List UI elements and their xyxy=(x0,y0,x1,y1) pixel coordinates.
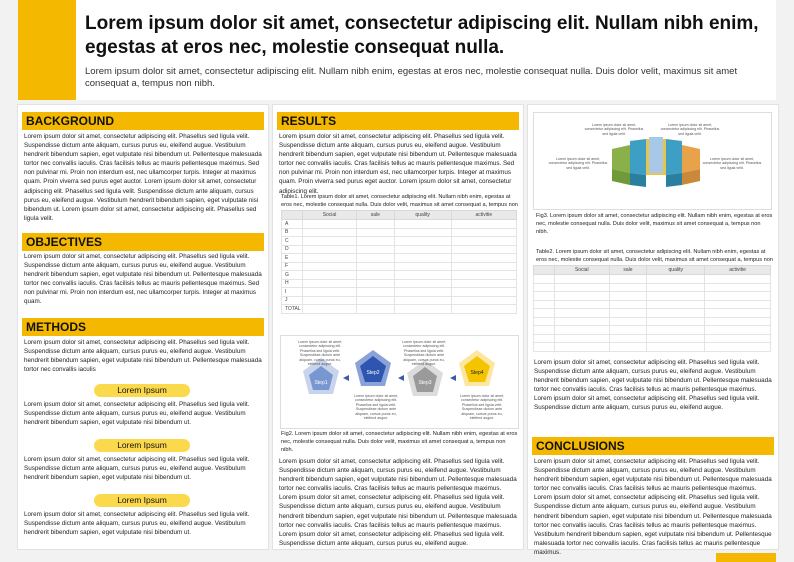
table-row xyxy=(282,288,517,297)
figure-note: Lorem ipsum dolor sit amet, consectetur adipiscing elit. Phasellus sed ligula velit. xyxy=(548,157,608,170)
table-row xyxy=(282,279,517,288)
results-table-1 xyxy=(281,210,517,314)
table-cell xyxy=(303,305,357,314)
table-header-cell: quality xyxy=(394,211,451,220)
table-header-cell: Social xyxy=(303,211,357,220)
table-cell xyxy=(357,245,395,254)
table-cell xyxy=(705,283,771,292)
figure-3-diagram xyxy=(533,112,772,210)
figure-note: Lorem ipsum dolor sit amet, consectetur adipiscing elit. Phasellus sed ligula velit. Suspendisse dictum ante aliquam, cursus purus eu, eleifend augue. xyxy=(459,394,505,421)
table-cell xyxy=(303,262,357,271)
table-cell xyxy=(357,279,395,288)
background-heading: BACKGROUND xyxy=(22,112,264,130)
table-cell xyxy=(451,237,516,246)
row-label: C xyxy=(282,237,303,246)
table-cell xyxy=(609,300,647,309)
table-cell xyxy=(609,309,647,318)
table-header-cell: activitie xyxy=(451,211,516,220)
table-cell xyxy=(357,237,395,246)
row-label: TOTAL xyxy=(282,305,303,314)
table-header-cell: activitie xyxy=(705,266,771,275)
table-row xyxy=(534,334,771,343)
table-cell xyxy=(451,245,516,254)
table-cell xyxy=(534,275,555,284)
table-cell xyxy=(394,237,451,246)
figure-note: Lorem ipsum dolor sit amet, consectetur adipiscing elit. Phasellus sed ligula velit. xyxy=(584,123,644,136)
table-cell xyxy=(534,343,555,352)
table-row xyxy=(282,228,517,237)
table-cell xyxy=(555,334,610,343)
table-cell xyxy=(647,309,705,318)
table-cell xyxy=(555,275,610,284)
table-cell xyxy=(357,296,395,305)
table-cell xyxy=(394,305,451,314)
table-cell xyxy=(394,279,451,288)
table-cell xyxy=(609,292,647,301)
table-cell xyxy=(303,271,357,280)
table-cell xyxy=(394,271,451,280)
fig3-blue-block-left xyxy=(630,139,646,175)
header-accent-bar xyxy=(18,0,76,100)
table-header-cell xyxy=(534,266,555,275)
conclusions-text: Lorem ipsum dolor sit amet, consectetur adipiscing elit. Phasellus sed ligula velit. Suspendisse dictum ante aliquam, cursus purus eu, eleifend augue. Vestibulum hendrerit bibendum sapien, eget vulputate nisi bibendum ut. Pellentesque malesuada tortor nec convallis iaculis. Cras facilisis tellus ac mauris pellentesque maximus. Lorem ipsum dolor sit amet, consectetur adipiscing elit. Phasellus sed ligula velit. Suspendisse dictum ante aliquam, cursus purus eu, eleifend augue. Vestibulum hendrerit bibendum sapien, eget vulputate nisi bibendum ut. Pellentesque malesuada tortor nec convallis iaculis. Cras facilisis tellus ac mauris pellentesque maximus. Vestibulum hendrerit bibendum sapien, eget vulputate nisi bibendum ut. Pellentesque malesuada tortor nec convallis iaculis. Cras facilisis tellus ac mauris pellentesque maximus. xyxy=(534,458,772,556)
table-cell xyxy=(451,262,516,271)
table-cell xyxy=(705,334,771,343)
table-cell xyxy=(647,283,705,292)
table-cell xyxy=(534,292,555,301)
table-cell xyxy=(534,317,555,326)
table-cell xyxy=(303,220,357,229)
fig3-center-column xyxy=(649,137,663,173)
methods-intro: Lorem ipsum dolor sit amet, consectetur adipiscing elit. Phasellus sed ligula velit. Suspendisse dictum ante aliquam, cursus purus eu, eleifend augue. Vestibulum hendrerit bibendum sapien, eget vulputate nisi bibendum ut. Pellentesque malesuada tortor nec convallis iaculis xyxy=(24,339,262,374)
results-text: Lorem ipsum dolor sit amet, consectetur adipiscing elit. Phasellus sed ligula velit. Suspendisse dictum ante aliquam, cursus purus eu, eleifend augue. Vestibulum hendrerit bibendum sapien, eget vulputate nisi bibendum ut. Pellentesque malesuada tortor nec convallis iaculis. Cras facilisis tellus ac mauris pellentesque maximus. Sed non pulvinar mi. Proin non interdum est, nec ullamcorper turpis. Integer at maximus quam. Proin viverra sed purus eget auctor. Lorem ipsum dolor sit amet, consectetur adipiscing elit. xyxy=(279,133,517,195)
table-cell xyxy=(451,254,516,263)
table-cell xyxy=(394,296,451,305)
arrow-3-icon xyxy=(450,375,456,381)
table-cell xyxy=(705,300,771,309)
table-cell xyxy=(609,275,647,284)
table-row xyxy=(282,220,517,229)
table-cell xyxy=(534,334,555,343)
table-cell xyxy=(555,292,610,301)
table2-caption: Table2. Lorem ipsum dolor sit amet, consectetur adipiscing elit. Nullam nibh enim, egestas at eros nec, molestie consequat nulla. Duis dolor velit, maximus sit amet consequat a, tempus non xyxy=(536,249,773,263)
table-cell xyxy=(357,271,395,280)
table-row xyxy=(282,262,517,271)
figure-2-process-diagram xyxy=(280,335,519,429)
table-cell xyxy=(303,279,357,288)
table-cell xyxy=(534,309,555,318)
table-cell xyxy=(555,326,610,335)
table-header-cell: Social xyxy=(555,266,610,275)
fig3-right-orange-block xyxy=(682,145,700,173)
table-row xyxy=(534,275,771,284)
method-pill-3: Lorem Ipsum xyxy=(94,494,190,507)
table-cell xyxy=(647,317,705,326)
table-cell xyxy=(357,220,395,229)
table-cell xyxy=(534,300,555,309)
table-cell xyxy=(647,326,705,335)
row-label: E xyxy=(282,254,303,263)
table-cell xyxy=(303,237,357,246)
table-header-cell: quality xyxy=(647,266,705,275)
table-cell xyxy=(534,283,555,292)
method-pill-2: Lorem Ipsum xyxy=(94,439,190,452)
table-cell xyxy=(357,254,395,263)
table-cell xyxy=(451,305,516,314)
results-table-2 xyxy=(533,265,771,352)
step3-label: Step3 xyxy=(418,380,432,386)
table-cell xyxy=(357,262,395,271)
footer-accent-block xyxy=(716,553,776,562)
methods-heading: METHODS xyxy=(22,318,264,336)
table-row xyxy=(534,300,771,309)
table-cell xyxy=(451,279,516,288)
row-label: D xyxy=(282,245,303,254)
table-cell xyxy=(705,292,771,301)
table-cell xyxy=(534,326,555,335)
table-cell xyxy=(394,228,451,237)
row-label: G xyxy=(282,271,303,280)
table-row xyxy=(282,237,517,246)
table-cell xyxy=(705,343,771,352)
step4-label: Step4 xyxy=(470,370,484,376)
objectives-heading: OBJECTIVES xyxy=(22,233,264,251)
table-header-cell xyxy=(282,211,303,220)
table-cell xyxy=(394,262,451,271)
table-cell xyxy=(555,343,610,352)
results-heading: RESULTS xyxy=(277,112,519,130)
table-cell xyxy=(705,275,771,284)
right-text: Lorem ipsum dolor sit amet, consectetur adipiscing elit. Phasellus sed ligula velit. Suspendisse dictum ante aliquam, cursus purus eu, eleifend augue. Vestibulum hendrerit bibendum sapien, eget vulputate nisi bibendum ut. Pellentesque malesuada tortor nec convallis iaculis. Cras facilisis tellus ac mauris pellentesque maximus. Lorem ipsum dolor sit amet, consectetur adipiscing elit. Phasellus sed ligula velit. Suspendisse dictum ante aliquam, cursus purus eu, eleifend augue. xyxy=(534,359,772,412)
table-cell xyxy=(555,300,610,309)
table-row xyxy=(534,309,771,318)
table-cell xyxy=(394,220,451,229)
table-row xyxy=(282,254,517,263)
table-cell xyxy=(555,309,610,318)
table-cell xyxy=(705,317,771,326)
table-cell xyxy=(357,288,395,297)
table-cell xyxy=(451,228,516,237)
table-header-cell: sale xyxy=(609,266,647,275)
fig3-left-green-block xyxy=(612,145,630,173)
table-cell xyxy=(705,326,771,335)
middle-column xyxy=(272,104,524,550)
table-cell xyxy=(303,245,357,254)
table-cell xyxy=(609,283,647,292)
table-cell xyxy=(394,254,451,263)
table-cell xyxy=(647,334,705,343)
arrow-2-icon xyxy=(398,375,404,381)
table-cell xyxy=(609,334,647,343)
row-label: J xyxy=(282,296,303,305)
figure-note: Lorem ipsum dolor sit amet, consectetur adipiscing elit. Phasellus sed ligula velit. Suspendisse dictum ante aliquam, cursus purus eu, eleifend augue. xyxy=(297,340,343,367)
arrow-1-icon xyxy=(343,375,349,381)
row-label: A xyxy=(282,220,303,229)
figure-note: Lorem ipsum dolor sit amet, consectetur adipiscing elit. Phasellus sed ligula velit. xyxy=(660,123,720,136)
table-cell xyxy=(647,292,705,301)
row-label: F xyxy=(282,262,303,271)
table-row xyxy=(282,296,517,305)
table-cell xyxy=(555,317,610,326)
table-cell xyxy=(303,228,357,237)
fig2-caption: Fig2. Lorem ipsum dolor sit amet, consectetur adipiscing elit. Nullam nibh enim, egestas at eros nec, molestie consequat nulla. Duis dolor velit, maximus sit amet consequat a, tempus non nibh. xyxy=(281,431,518,453)
table-cell xyxy=(303,288,357,297)
left-column xyxy=(17,104,269,550)
background-text: Lorem ipsum dolor sit amet, consectetur adipiscing elit. Phasellus sed ligula velit. Suspendisse dictum ante aliquam, cursus purus eu, eleifend augue. Vestibulum hendrerit bibendum sapien, eget vulputate nisi bibendum ut. Pellentesque malesuada tortor nec convallis iaculis. Cras facilisis tellus ac mauris pellentesque maximus. Sed non pulvinar mi. Proin non interdum est, nec ullamcorper turpis. Integer at maximus quam. Proin viverra sed purus eget auctor. Lorem ipsum dolor sit amet, consectetur adipiscing elit. Phasellus sed ligula velit. Suspendisse dictum ante aliquam, cursus purus eu, eleifend augue. Vestibulum hendrerit bibendum sapien, eget vulputate nisi bibendum ut. Lorem ipsum dolor sit amet, consectetur adipiscing elit. Phasellus sed ligula velit. xyxy=(24,133,262,222)
table-cell xyxy=(451,271,516,280)
method-pill-1: Lorem Ipsum xyxy=(94,384,190,397)
row-label: B xyxy=(282,228,303,237)
table-cell xyxy=(609,317,647,326)
fig3-blue-base-right xyxy=(666,173,682,187)
table-header-cell: sale xyxy=(357,211,395,220)
fig3-blue-block-right xyxy=(666,139,682,175)
table-cell xyxy=(451,296,516,305)
poster-subtitle: Lorem ipsum dolor sit amet, consectetur adipiscing elit. Nullam nibh enim, egestas at eros nec, molestie consequat nulla. Duis dolor velit, maximus sit amet consequat a, tempus non nibh. xyxy=(85,66,738,89)
results-text-2: Lorem ipsum dolor sit amet, consectetur adipiscing elit. Phasellus sed ligula velit. Suspendisse dictum ante aliquam, cursus purus eu, eleifend augue. Vestibulum hendrerit bibendum sapien, eget vulputate nisi bibendum ut. Pellentesque malesuada tortor nec convallis iaculis. Cras facilisis tellus ac mauris pellentesque maximus. Lorem ipsum dolor sit amet, consectetur adipiscing elit. Phasellus sed ligula velit. Suspendisse dictum ante aliquam, cursus purus eu, eleifend augue. Vestibulum hendrerit bibendum sapien, eget vulputate nisi bibendum ut. Pellentesque malesuada tortor nec convallis iaculis. Cras facilisis tellus ac mauris pellentesque maximus. Lorem ipsum dolor sit amet, consectetur adipiscing elit. Phasellus sed ligula velit. Suspendisse dictum ante aliquam, cursus purus eu, eleifend augue. xyxy=(279,458,517,547)
table-cell xyxy=(555,283,610,292)
table-cell xyxy=(303,254,357,263)
table-cell xyxy=(451,220,516,229)
fig3-caption: Fig3. Lorem ipsum dolor sit amet, consectetur adipiscing elit. Nullam nibh enim, egestas at eros nec, molestie consequat nulla. Duis dolor velit, maximus sit amet consequat a, tempus non nibh. xyxy=(536,213,773,235)
table-cell xyxy=(394,288,451,297)
table-cell xyxy=(394,245,451,254)
table-cell xyxy=(357,228,395,237)
table-cell xyxy=(609,343,647,352)
table-cell xyxy=(451,288,516,297)
table-row xyxy=(534,317,771,326)
method-text-1: Lorem ipsum dolor sit amet, consectetur adipiscing elit. Phasellus sed ligula velit. Suspendisse dictum ante aliquam, cursus purus eu, eleifend augue. Vestibulum hendrerit bibendum sapien, eget vulputate nisi bibendum ut. xyxy=(24,401,250,427)
table-row xyxy=(534,283,771,292)
table1-caption: Table1. Lorem ipsum dolor sit amet, consectetur adipiscing elit. Nullam nibh enim, egestas at eros nec, molestie consequat nulla. Duis dolor velit, maximus sit amet consequat a, tempus non xyxy=(281,194,518,208)
table-cell xyxy=(647,343,705,352)
step1-label: Step1 xyxy=(314,380,328,386)
figure-note: Lorem ipsum dolor sit amet, consectetur adipiscing elit. Phasellus sed ligula velit. xyxy=(702,157,762,170)
table-row xyxy=(282,271,517,280)
table-row xyxy=(282,245,517,254)
step2-label: Step2 xyxy=(366,370,380,376)
table-cell xyxy=(647,275,705,284)
method-text-3: Lorem ipsum dolor sit amet, consectetur adipiscing elit. Phasellus sed ligula velit. Suspendisse dictum ante aliquam, cursus purus eu, eleifend augue. Vestibulum hendrerit bibendum sapien, eget vulputate nisi bibendum ut. xyxy=(24,511,250,537)
figure-note: Lorem ipsum dolor sit amet, consectetur adipiscing elit. Phasellus sed ligula velit. Suspendisse dictum ante aliquam, cursus purus eu, eleifend augue. xyxy=(401,340,447,367)
table-cell xyxy=(705,309,771,318)
row-label: I xyxy=(282,288,303,297)
row-label: H xyxy=(282,279,303,288)
table-row xyxy=(282,305,517,314)
table-cell xyxy=(647,300,705,309)
table-row xyxy=(534,292,771,301)
table-cell xyxy=(609,326,647,335)
fig3-blue-base-left xyxy=(630,173,646,187)
table-row xyxy=(534,343,771,352)
right-column xyxy=(527,104,779,556)
table-cell xyxy=(303,296,357,305)
figure-note: Lorem ipsum dolor sit amet, consectetur adipiscing elit. Phasellus sed ligula velit. Suspendisse dictum ante aliquam, cursus purus eu, eleifend augue. xyxy=(353,394,399,421)
table-row xyxy=(534,326,771,335)
table-cell xyxy=(357,305,395,314)
objectives-text: Lorem ipsum dolor sit amet, consectetur adipiscing elit. Phasellus sed ligula velit. Suspendisse dictum ante aliquam, cursus purus eu, eleifend augue. Vestibulum hendrerit bibendum sapien, eget vulputate nisi bibendum ut. Pellentesque malesuada tortor nec convallis iaculis. Cras facilisis tellus ac mauris pellentesque maximus. Sed non pulvinar mi. Proin non interdum est, nec ullamcorper turpis. Integer at maximus quam. xyxy=(24,253,262,306)
conclusions-heading: CONCLUSIONS xyxy=(532,437,774,455)
poster-title: Lorem ipsum dolor sit amet, consectetur adipiscing elit. Nullam nibh enim, egestas at eros nec, molestie consequat nulla. xyxy=(85,13,759,58)
method-text-2: Lorem ipsum dolor sit amet, consectetur adipiscing elit. Phasellus sed ligula velit. Suspendisse dictum ante aliquam, cursus purus eu, eleifend augue. Vestibulum hendrerit bibendum sapien, eget vulputate nisi bibendum ut. xyxy=(24,456,250,482)
